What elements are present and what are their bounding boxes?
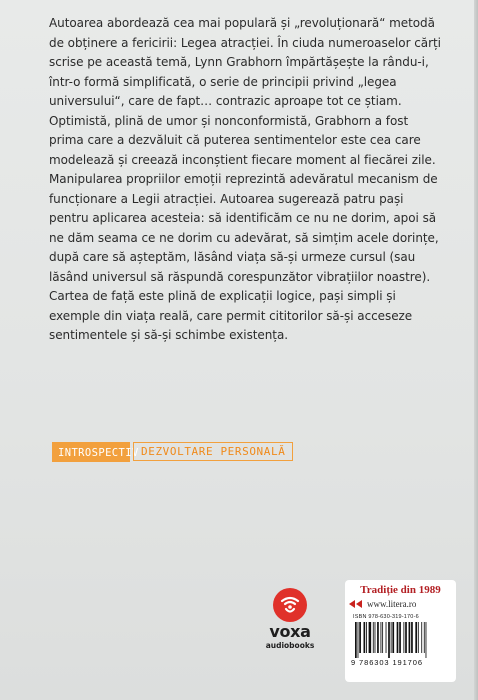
barcode-bar <box>391 622 392 653</box>
barcode-bar <box>369 622 372 653</box>
barcode-bar <box>403 622 404 653</box>
barcode-bar <box>375 622 376 653</box>
publisher-name: voxa <box>269 622 311 641</box>
barcode-bar <box>382 622 383 653</box>
publisher-logo <box>258 588 322 650</box>
barcode-bar <box>424 622 425 653</box>
barcode-bar <box>426 622 427 658</box>
description-paragraph: Cartea de față este plină de explicații logice, pași simpli și exemple din viața reală, care permit cititorilor să-și acceseze sentimentele și să-și schimbe existența. <box>49 289 413 342</box>
isbn-barcode-box <box>345 580 456 682</box>
isbn-number: ISBN 978-630-319-170-6 <box>353 614 419 620</box>
cover-edge <box>474 0 478 700</box>
category-tags <box>52 442 293 462</box>
barcode-bar <box>405 622 407 653</box>
barcode-bar <box>411 622 413 653</box>
category-introspectiv-text: INTROSPECTIV <box>58 447 139 459</box>
publisher-subtitle: audiobooks <box>265 641 315 650</box>
barcode-bar <box>418 622 419 653</box>
category-introspectiv-label <box>56 442 139 462</box>
book-description <box>49 14 445 346</box>
barcode-bar <box>415 622 417 653</box>
barcode-bar <box>364 622 366 653</box>
barcode-bar <box>381 622 382 653</box>
barcode-bar <box>359 622 361 653</box>
description-paragraph: Autoarea abordează cea mai populară și „revoluționară“ metodă de obținere a fericirii: Legea atracției. În ciuda numeroaselor cărți scrise pe această temă, Lynn Grabhorn împărtășește la rându-i, într-o formă simplificată, o serie de principii privind „legea universului“, care de fapt… contrazic aproape tot ce știam. <box>49 16 441 108</box>
barcode-bar <box>377 622 379 653</box>
barcode-bar <box>392 622 394 653</box>
tradition-label: Tradiție din 1989 <box>360 584 441 596</box>
barcode-bar <box>409 622 411 653</box>
category-tag-dezvoltare: DEZVOLTARE PERSONALĂ <box>133 442 293 461</box>
barcode-bar <box>373 622 374 653</box>
barcode-bar <box>421 622 422 653</box>
barcode-bar <box>388 622 390 658</box>
barcode-bar <box>399 622 401 653</box>
sound-wave-icon <box>273 588 307 622</box>
barcode <box>353 622 449 658</box>
barcode-bar <box>358 622 359 658</box>
barcode-bar <box>366 622 367 653</box>
website-row <box>349 598 456 610</box>
barcode-number: 9 786303 191706 <box>351 658 423 667</box>
barcode-bar <box>386 622 387 653</box>
barcode-bar <box>397 622 399 653</box>
category-tag-introspectiv <box>52 442 139 462</box>
litera-logo-icon <box>349 600 363 608</box>
barcode-bar <box>355 622 357 658</box>
description-paragraph: Optimistă, plină de umor și nonconformistă, Grabhorn a fost prima care a dezvăluit că puterea sentimentelor este cea care modelează și creează inconștient fiecare moment al fiecărei zile. Manipularea propriilor emoții reprezintă adevăratul mecanism de funcționare a Legii atracției. Autoarea sugerează patru pași pentru aplicarea acesteia: să identificăm ce nu ne dorim, apoi să ne dăm seama ce ne dorim cu adevărat, să simțim acele dorințe, după care să așteptăm, lăsând viața să-și urmeze cursul (sau lăsând universul să răspundă corespunzător vibrațiilor noastre). <box>49 113 439 284</box>
website-link[interactable]: www.litera.ro <box>367 599 417 609</box>
